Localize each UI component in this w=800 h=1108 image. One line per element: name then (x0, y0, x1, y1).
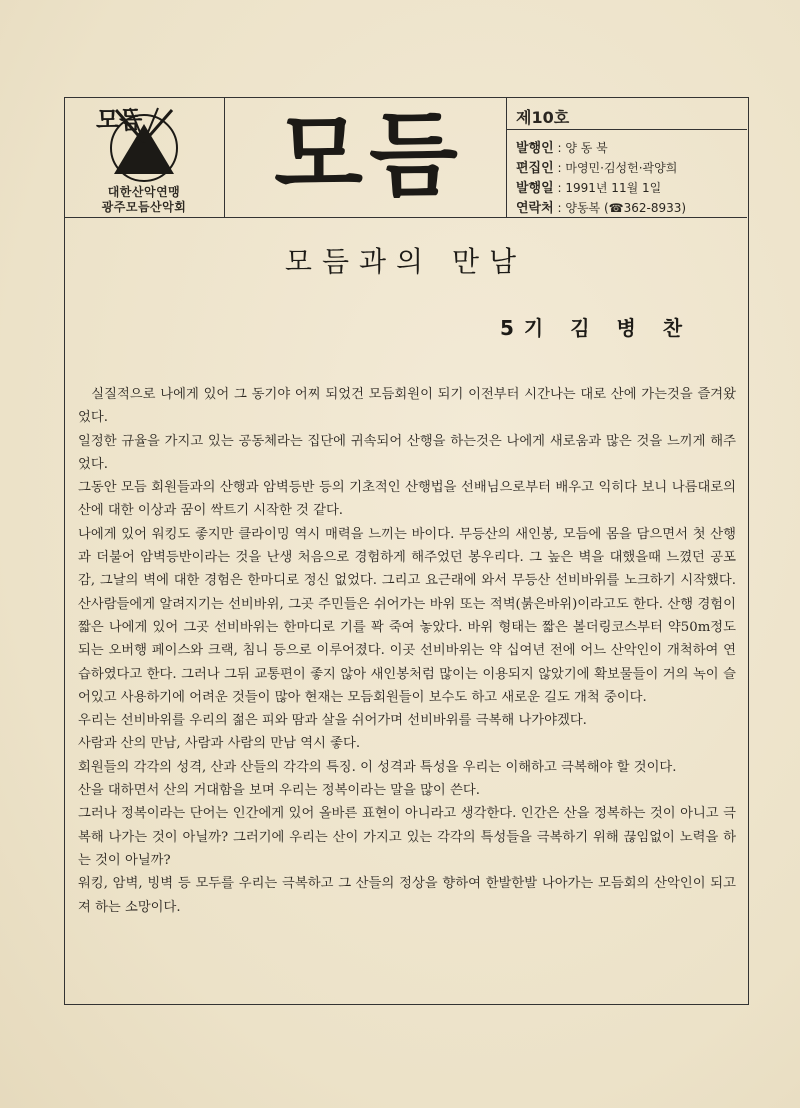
paragraph: 회원들의 각각의 성격, 산과 산들의 각각의 특징. 이 성격과 특성을 우리는 이해하고 극복해야 할 것이다. (78, 759, 677, 775)
article-title: 모듬과의 만남 (284, 245, 527, 278)
editors-value: 마영민·김성헌·곽양희 (565, 161, 678, 175)
paragraph: 워킹, 암벽, 빙벽 등 모두를 우리는 극복하고 그 산들의 정상을 향하여 한발한발 나아가는 모듬회의 산악인이 되고져 하는 소망이다. (78, 876, 736, 915)
paragraph: 실질적으로 나에게 있어 그 동기야 어찌 되었건 모듬회원이 되기 이전부터 시간나는 대로 산에 가는것을 즐겨왔었다. (78, 387, 736, 426)
contact-row: 연락처 : 양동복 (☎362-8933) (516, 201, 687, 216)
paragraph: 그동안 모듬 회원들과의 산행과 암벽등반 등의 기초적인 산행법을 선배님으로부터 배우고 익히다 보니 나름대로의 산에 대한 이상과 꿈이 싹트기 시작한 것 같다. (78, 480, 736, 519)
logo-caption-club: 광주모듬산악회 (101, 200, 187, 214)
contact-value: 양동복 (☎362-8933) (565, 201, 687, 215)
date-value: 1991년 11월 1일 (565, 181, 662, 195)
paragraph: 우리는 선비바위를 우리의 젊은 피와 땀과 살을 쉬어가며 선비바위를 극복해 나가야겠다. (78, 713, 587, 729)
svg-text:모듬: 모듬 (96, 106, 143, 134)
paragraph: 사람과 산의 만남, 사람과 사람의 만남 역시 좋다. (78, 736, 361, 752)
article-body (78, 383, 736, 919)
club-emblem-icon (94, 102, 194, 184)
publisher-row: 발행인 : 양 동 북 (516, 141, 608, 156)
article-author: 5기 김 병 찬 (500, 316, 693, 340)
editors-row: 편집인 : 마영민·김성헌·곽양희 (516, 161, 678, 176)
paragraph: 그러나 정복이라는 단어는 인간에게 있어 올바른 표현이 아니라고 생각한다. 인간은 산을 정복하는 것이 아니고 극복해 나가는 것이 아닐까? 그러기에 우리는 산이 가지고 있는 각각의 특성들을 극복하기 위해 끊임없이 노력을 하는 것이 아닐까? (78, 806, 736, 868)
publication-info (506, 97, 747, 217)
paragraph: 일정한 규율을 가지고 있는 공동체라는 집단에 귀속되어 산행을 하는것은 나에게 새로움과 많은 것을 느끼게 해주었다. (78, 433, 736, 472)
club-logo-box (64, 97, 225, 217)
newsletter-title: 모듬 (274, 101, 464, 209)
publisher-value: 양 동 북 (565, 141, 608, 155)
paragraph: 나에게 있어 워킹도 좋지만 클라이밍 역시 매력을 느끼는 바이다. 무등산의 새인봉, 모듬에 몸을 담으면서 첫 산행과 더불어 암벽등반이라는 것을 난생 처음으로 경험하게 해주었던 봉우리다. 그 높은 벽을 대했을때 느꼈던 공포감, 그날의 벽에 대한 경험은 한마디로 정신 없었다. 그리고 요근래에 와서 무등산 선비바위를 노크하기 시작했다. 산사람들에게 알려지기는 선비바위, 그곳 주민들은 쉬어가는 바위 또는 적벽(붉은바위)이라고도 한다. 산행 경험이 짧은 나에게 있어 그곳 선비바위는 한마디로 기를 꽉 죽여 놓았다. 바위 형태는 짧은 볼더링코스부터 약50m정도 되는 오버행 페이스와 크랙, 침니 등으로 이루어졌다. 이곳 선비바위는 약 십여년 전에 어느 산악인이 개척하여 연습하였다고 한다. 그러나 그뒤 교통편이 좋지 않아 새인봉처럼 많이는 이용되지 않았기에 확보물들이 거의 녹이 슬어있고 사용하기에 어려운 것들이 많아 현재는 모듬회원들이 보수도 하고 새로운 길도 개척 중이다. (78, 526, 736, 705)
masthead-title-box (224, 97, 507, 217)
editors-label: 편집인 (516, 161, 554, 176)
contact-label: 연락처 (516, 201, 554, 216)
date-row: 발행일 : 1991년 11월 1일 (516, 181, 662, 196)
issue-number: 제10호 (516, 108, 570, 127)
date-label: 발행일 (516, 181, 554, 196)
paragraph: 산을 대하면서 산의 거대함을 보며 우리는 정복이라는 말을 많이 쓴다. (78, 783, 480, 799)
publisher-label: 발행인 (516, 141, 554, 156)
logo-caption-federation: 대한산악연맹 (107, 185, 181, 199)
issue-divider (506, 129, 747, 130)
